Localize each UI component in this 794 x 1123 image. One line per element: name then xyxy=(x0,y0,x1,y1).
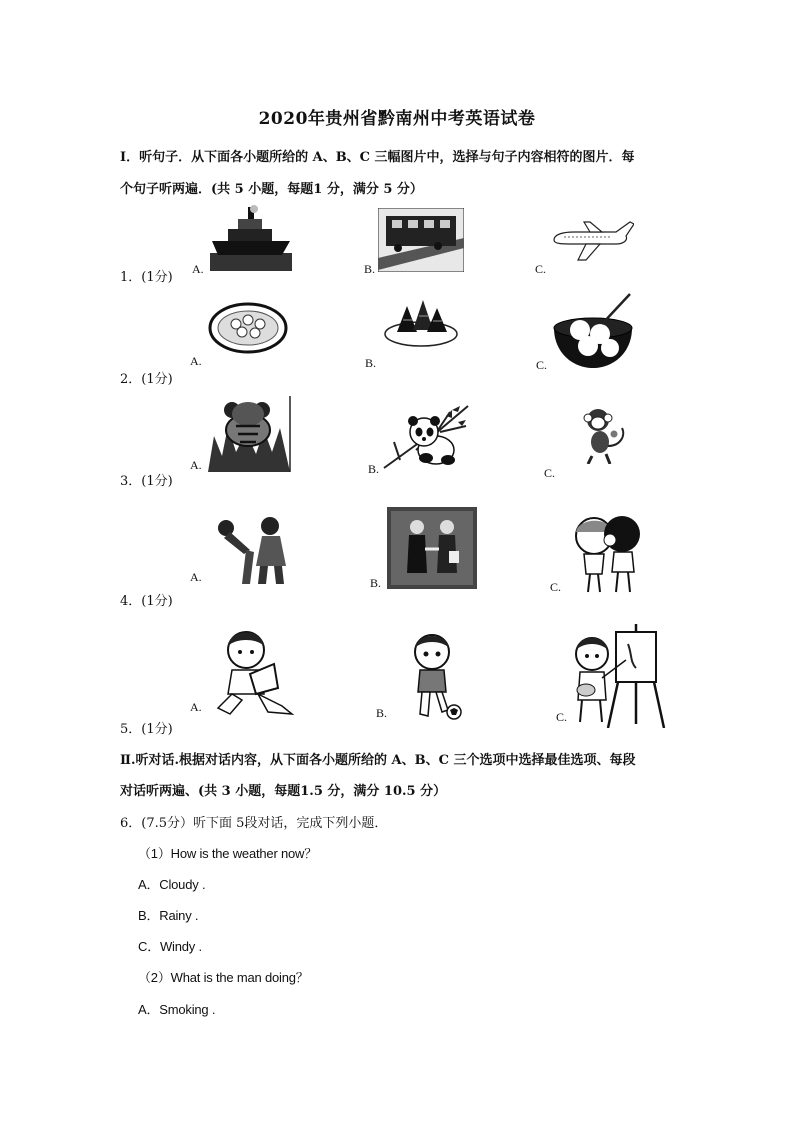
option-letter: A. xyxy=(190,458,202,472)
page-title: 2020年贵州省黔南州中考英语试卷 xyxy=(258,109,536,129)
section2-instruction-line1: Ⅱ.听对话.根据对话内容，从下面各小题所给的 A、B、C 三个选项中选择最佳选项、每段 xyxy=(120,753,636,768)
question-6-intro: 6．(7.5分）听下面 5段对话，完成下列小题． xyxy=(120,816,388,831)
option-letter: B. xyxy=(376,706,388,720)
tangyuan-icon xyxy=(550,290,636,370)
option-letter: A. xyxy=(192,262,204,276)
option-letter: B. xyxy=(368,462,380,476)
football-boy-icon xyxy=(408,630,466,720)
train-icon xyxy=(378,208,464,272)
option-letter: A. xyxy=(190,700,202,714)
question-5-label: 5．(1分) xyxy=(120,722,173,737)
question-4-label: 4．(1分) xyxy=(120,594,173,609)
question-1-label: 1．(1分) xyxy=(120,270,173,285)
painting-boy-icon xyxy=(572,624,666,728)
question-6-1-option-c: C．Windy . xyxy=(138,939,202,954)
option-letter: C. xyxy=(556,710,568,724)
panda-icon xyxy=(380,402,470,472)
monkey-icon xyxy=(580,406,630,464)
section1-instruction-line1: Ⅰ．听句子．从下面各小题所给的 A、B、C 三幅图片中，选择与句子内容相符的图片．每 xyxy=(120,150,635,165)
handshake-icon xyxy=(387,507,477,589)
option-letter: A. xyxy=(190,570,202,584)
dumplings-icon xyxy=(208,300,288,356)
option-letter: B. xyxy=(365,356,377,370)
section1-instruction-line2: 个句子听两遍．(共 5 小题，每题1 分，满分 5 分） xyxy=(120,182,423,197)
question-6-2-stem: （2）What is the man doing？ xyxy=(138,970,309,985)
option-letter: C. xyxy=(544,466,556,480)
kiss-icon xyxy=(570,512,648,596)
section2-instruction-line2: 对话听两遍、(共 3 小题，每题1.5 分，满分 10.5 分） xyxy=(120,784,447,799)
question-2-label: 2．(1分) xyxy=(120,372,173,387)
option-letter: B. xyxy=(364,262,376,276)
question-6-1-stem: （1）How is the weather now？ xyxy=(138,846,318,861)
option-letter: C. xyxy=(536,358,548,372)
ship-icon xyxy=(210,205,292,271)
tiger-icon xyxy=(206,396,292,472)
question-6-2-option-a: A．Smoking . xyxy=(138,1002,216,1017)
zongzi-icon xyxy=(383,294,459,348)
question-6-1-option-a: A．Cloudy . xyxy=(138,877,206,892)
option-letter: C. xyxy=(535,262,547,276)
question-6-1-option-b: B．Rainy . xyxy=(138,908,199,923)
question-3-label: 3．(1分) xyxy=(120,474,173,489)
bowing-icon xyxy=(210,510,296,586)
reading-boy-icon xyxy=(212,628,296,718)
airplane-icon xyxy=(550,218,634,264)
option-letter: C. xyxy=(550,580,562,594)
option-letter: A. xyxy=(190,354,202,368)
option-letter: B. xyxy=(370,576,382,590)
